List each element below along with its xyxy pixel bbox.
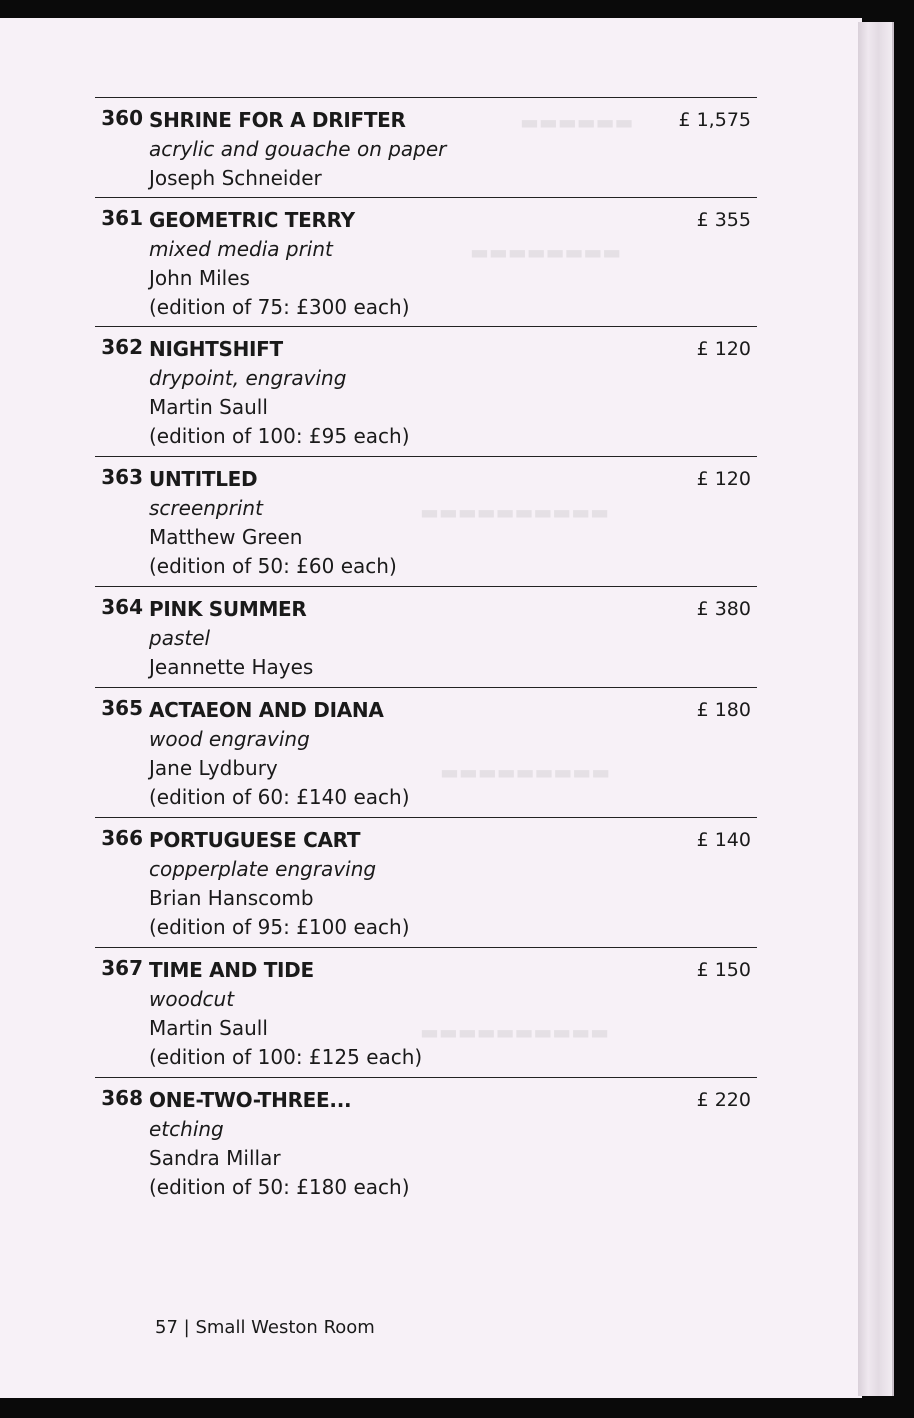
lot-number: 364	[101, 595, 143, 619]
lot-entry	[95, 326, 757, 448]
lot-artist: Martin Saull	[149, 395, 268, 419]
lot-medium: etching	[149, 1117, 224, 1141]
lot-entry	[95, 947, 757, 1069]
show-through-shape: ▬▬▬▬▬▬▬▬▬▬	[420, 500, 609, 524]
lot-title: PINK SUMMER	[149, 597, 307, 621]
lot-medium: screenprint	[149, 496, 263, 520]
lot-price: £ 355	[696, 209, 751, 231]
show-through-shape: ▬▬▬▬▬▬▬▬▬▬	[420, 1020, 609, 1044]
lot-title: PORTUGUESE CART	[149, 828, 361, 852]
lot-price: £ 120	[696, 468, 751, 490]
lot-title: GEOMETRIC TERRY	[149, 208, 355, 232]
page-edge	[858, 22, 894, 1396]
lot-artist: Sandra Millar	[149, 1146, 281, 1170]
lot-title: ONE-TWO-THREE...	[149, 1088, 352, 1112]
lot-number: 367	[101, 956, 143, 980]
lot-medium: acrylic and gouache on paper	[149, 137, 447, 161]
lot-artist: John Miles	[149, 266, 250, 290]
show-through-shape: ▬▬▬▬▬▬	[520, 110, 634, 134]
lot-number: 365	[101, 696, 143, 720]
lot-artist: Jeannette Hayes	[149, 655, 314, 679]
section-name: Small Weston Room	[195, 1317, 375, 1338]
lot-edition: (edition of 100: £95 each)	[149, 424, 410, 448]
lot-price: £ 150	[696, 959, 751, 981]
lot-medium: woodcut	[149, 987, 235, 1011]
footer-separator: |	[183, 1317, 190, 1338]
lot-artist: Jane Lydbury	[149, 756, 278, 780]
show-through-shape: ▬▬▬▬▬▬▬▬▬	[440, 760, 611, 784]
lot-medium: copperplate engraving	[149, 857, 377, 881]
lot-edition: (edition of 60: £140 each)	[149, 785, 410, 809]
show-through-shape: ▬▬▬▬▬▬▬▬	[470, 240, 622, 264]
lot-edition: (edition of 95: £100 each)	[149, 915, 410, 939]
lot-artist: Joseph Schneider	[149, 166, 322, 190]
lot-edition: (edition of 75: £300 each)	[149, 295, 410, 319]
lot-edition: (edition of 50: £180 each)	[149, 1175, 410, 1199]
lot-number: 368	[101, 1086, 143, 1110]
lot-title: UNTITLED	[149, 467, 258, 491]
lot-medium: wood engraving	[149, 727, 310, 751]
lot-number: 366	[101, 826, 143, 850]
lot-price: £ 1,575	[678, 109, 751, 131]
lot-entry	[95, 197, 757, 319]
lot-title: SHRINE FOR A DRIFTER	[149, 108, 406, 132]
lot-edition: (edition of 100: £125 each)	[149, 1045, 423, 1069]
lot-artist: Matthew Green	[149, 525, 303, 549]
page-number: 57	[155, 1317, 178, 1338]
lot-entry	[95, 817, 757, 939]
lot-edition: (edition of 50: £60 each)	[149, 554, 397, 578]
page-footer	[155, 1317, 375, 1338]
lot-entry	[95, 586, 757, 679]
lot-price: £ 380	[696, 598, 751, 620]
lot-artist: Martin Saull	[149, 1016, 268, 1040]
lot-title: TIME AND TIDE	[149, 958, 314, 982]
lot-title: ACTAEON AND DIANA	[149, 698, 384, 722]
lot-medium: pastel	[149, 626, 211, 650]
lot-price: £ 120	[696, 338, 751, 360]
lot-number: 360	[101, 106, 143, 130]
lot-price: £ 180	[696, 699, 751, 721]
lot-price: £ 140	[696, 829, 751, 851]
lot-entry	[95, 456, 757, 578]
lot-number: 362	[101, 335, 143, 359]
lot-artist: Brian Hanscomb	[149, 886, 314, 910]
lot-price: £ 220	[696, 1089, 751, 1111]
lot-number: 361	[101, 206, 143, 230]
lot-medium: drypoint, engraving	[149, 366, 347, 390]
lot-entry	[95, 1077, 757, 1199]
lot-number: 363	[101, 465, 143, 489]
lot-title: NIGHTSHIFT	[149, 337, 283, 361]
lot-medium: mixed media print	[149, 237, 333, 261]
lot-entry	[95, 687, 757, 809]
lot-entry	[95, 97, 757, 190]
